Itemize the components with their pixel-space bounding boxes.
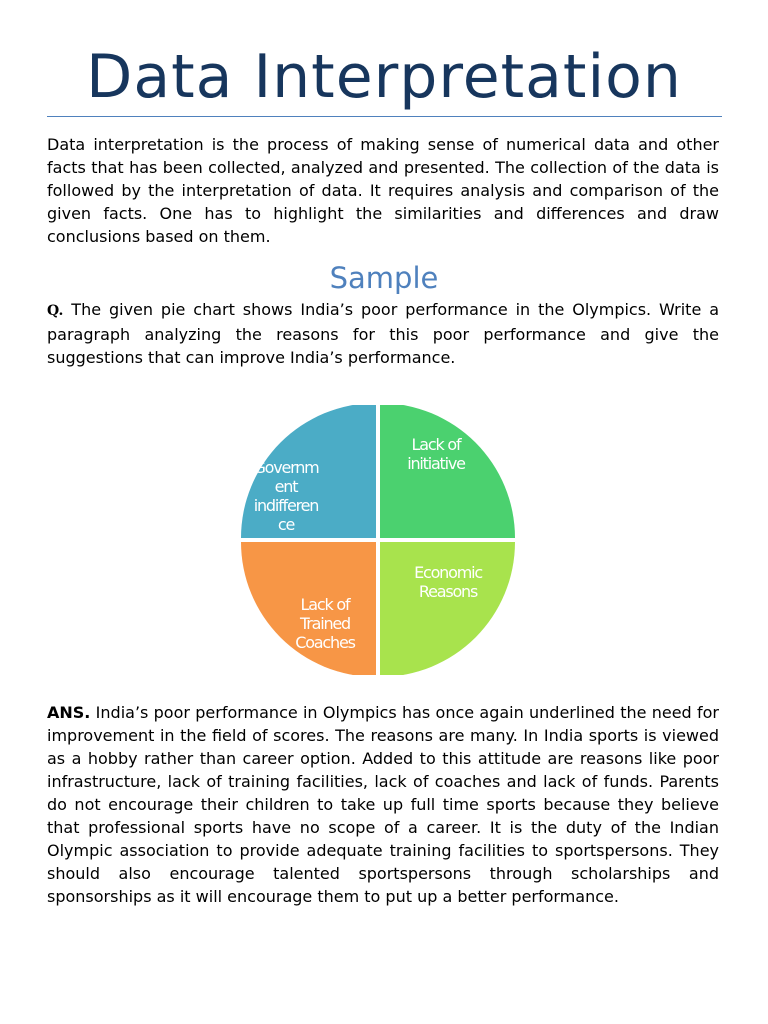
question-label: Q. bbox=[47, 303, 64, 319]
answer-paragraph bbox=[47, 701, 719, 908]
answer-label: ANS. bbox=[47, 703, 91, 722]
slice-economic-reasons bbox=[380, 542, 515, 675]
sample-heading: Sample bbox=[329, 261, 439, 295]
answer-text: India’s poor performance in Olympics has once again underlined the need for improvement in the field of scores. The reasons are many. In India sports is viewed as a hobby rather than career option. Added to this attitude are reasons like poor infrastructure, lack of training facilities, lack of coaches and lack of funds. Parents do not encourage their children to take up full time sports because they believe that professional sports have no scope of a career. It is the duty of the Indian Olympic association to provide adequate training facilities to sportspersons. They should also encourage talented sportspersons through scholarships and sponsorships as it will encourage them to put up a better performance. bbox=[47, 703, 719, 906]
slice-label-governm-ent-indifferen-ce: Governm ent indifferen ce bbox=[253, 458, 319, 534]
intro-paragraph: Data interpretation is the process of making sense of numerical data and other facts that has been collected, analyzed and presented. The collection of the data is followed by the interpretation of data. It requires analysis and comparison of the given facts. One has to highlight the similarities and differences and draw conclusions based on them. bbox=[47, 135, 719, 246]
question-paragraph bbox=[47, 298, 719, 369]
slice-label-lack-of-initiative: Lack of initiative bbox=[407, 435, 465, 473]
slice-label-economic-reasons: Economic Reasons bbox=[414, 563, 482, 601]
page-title: Data Interpretation bbox=[86, 42, 682, 112]
title-underline bbox=[47, 116, 722, 117]
question-text: The given pie chart shows India’s poor performance in the Olympics. Write a paragraph analyzing the reasons for this poor performance and give the suggestions that can improve India’s performance. bbox=[47, 300, 720, 367]
pie-chart bbox=[236, 405, 526, 675]
slice-label-lack-of-trained-coaches: Lack of Trained Coaches bbox=[295, 595, 355, 652]
